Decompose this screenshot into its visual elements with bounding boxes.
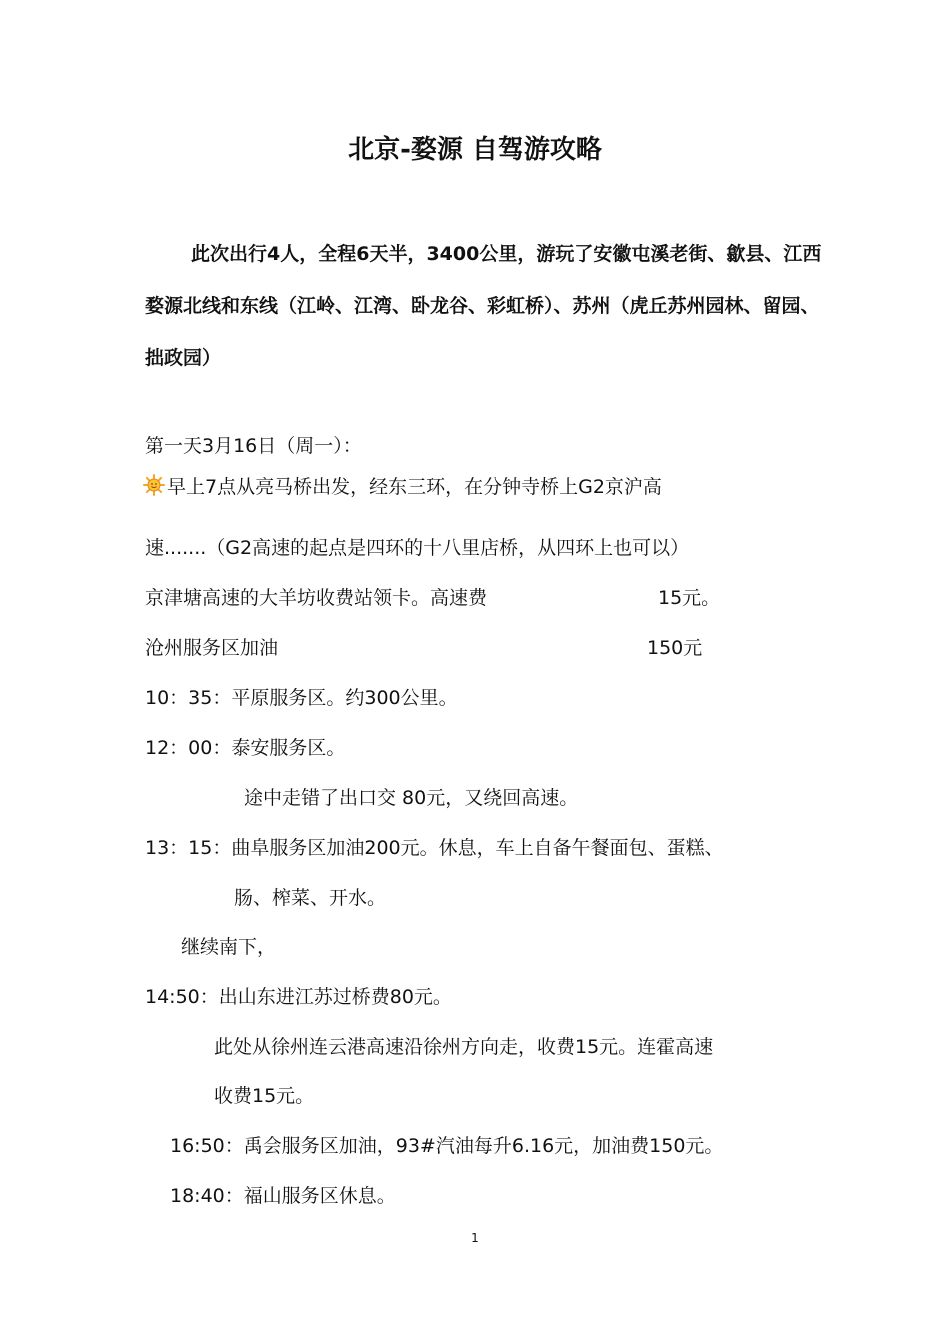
amount-text: 150元	[647, 637, 703, 659]
amount-text: 15元。	[658, 587, 721, 609]
timeline-line: 途中走错了出口交 80元，又绕回高速。	[244, 787, 579, 809]
sun-icon	[143, 474, 165, 496]
timeline-line: 18:40：福山服务区休息。	[170, 1185, 396, 1207]
timeline-line: 此处从徐州连云港高速沿徐州方向走，收费15元。连霍高速	[214, 1036, 714, 1058]
timeline-line: 速.......（G2高速的起点是四环的十八里店桥，从四环上也可以）	[145, 537, 690, 559]
timeline-line: 16:50：禹会服务区加油，93#汽油每升6.16元，加油费150元。	[170, 1135, 724, 1157]
timeline-line: 14:50：出山东进江苏过桥费80元。	[145, 986, 452, 1008]
page-number: 1	[471, 1231, 479, 1245]
document-title: 北京-婺源 自驾游攻略	[348, 135, 602, 165]
timeline-line: 13：15：曲阜服务区加油200元。休息，车上自备午餐面包、蛋糕、	[145, 837, 724, 859]
timeline-line: 肠、榨菜、开水。	[234, 887, 387, 909]
timeline-line: 继续南下，	[181, 936, 277, 958]
day1-heading: 第一天3月16日（周一）：	[145, 435, 362, 457]
timeline-line: 10：35：平原服务区。约300公里。	[145, 687, 458, 709]
timeline-line: 京津塘高速的大羊坊收费站领卡。高速费	[145, 587, 488, 609]
timeline-line: 收费15元。	[214, 1085, 315, 1107]
timeline-line: 12：00：泰安服务区。	[145, 737, 346, 759]
timeline-line: 早上7点从亮马桥出发，经东三环，在分钟寺桥上G2京沪高	[167, 476, 662, 498]
intro-paragraph: 此次出行4人，全程6天半，3400公里，游玩了安徽屯溪老街、歙县、江西婺源北线和东线（江岭、江湾、卧龙谷、彩虹桥）、苏州（虎丘苏州园林、留园、拙政园）	[145, 243, 822, 369]
timeline-line: 沧州服务区加油	[145, 637, 279, 659]
